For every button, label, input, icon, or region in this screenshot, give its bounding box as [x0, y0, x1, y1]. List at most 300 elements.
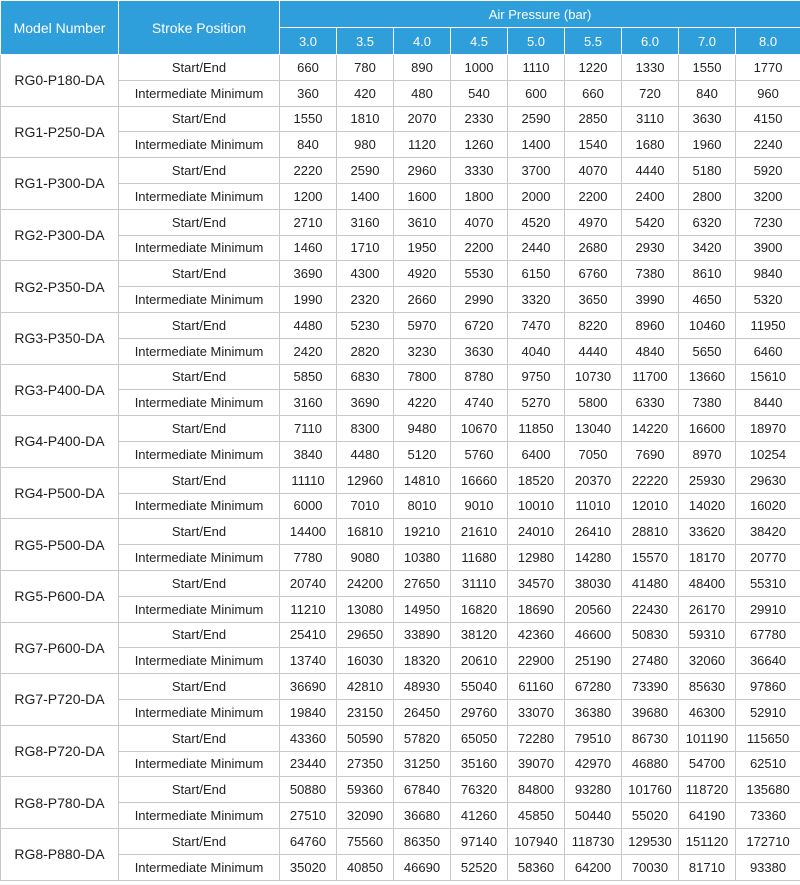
force-value-cell: 4970	[565, 209, 622, 235]
force-value-cell: 8440	[736, 390, 800, 416]
stroke-position-cell: Intermediate Minimum	[119, 441, 280, 467]
force-value-cell: 118730	[565, 828, 622, 854]
force-value-cell: 1400	[337, 183, 394, 209]
force-value-cell: 151120	[679, 828, 736, 854]
force-value-cell: 5650	[679, 338, 736, 364]
force-value-cell: 29760	[451, 699, 508, 725]
force-value-cell: 59310	[679, 622, 736, 648]
force-value-cell: 5920	[736, 158, 800, 184]
force-value-cell: 11850	[508, 416, 565, 442]
force-value-cell: 3230	[394, 338, 451, 364]
force-value-cell: 33070	[508, 699, 565, 725]
model-number-cell: RG7-P600-DA	[1, 622, 119, 674]
force-value-cell: 20770	[736, 545, 800, 571]
force-value-cell: 2320	[337, 287, 394, 313]
force-value-cell: 890	[394, 55, 451, 81]
force-value-cell: 840	[679, 80, 736, 106]
model-number-cell: RG5-P500-DA	[1, 519, 119, 571]
force-value-cell: 93280	[565, 777, 622, 803]
force-value-cell: 7050	[565, 441, 622, 467]
force-value-cell: 52910	[736, 699, 800, 725]
force-value-cell: 1550	[679, 55, 736, 81]
force-value-cell: 18320	[394, 648, 451, 674]
force-value-cell: 660	[565, 80, 622, 106]
force-value-cell: 85630	[679, 674, 736, 700]
force-value-cell: 25190	[565, 648, 622, 674]
force-value-cell: 52520	[451, 854, 508, 880]
force-value-cell: 4920	[394, 261, 451, 287]
force-value-cell: 2070	[394, 106, 451, 132]
force-value-cell: 45850	[508, 803, 565, 829]
force-value-cell: 54700	[679, 751, 736, 777]
force-value-cell: 20370	[565, 467, 622, 493]
model-number-cell: RG8-P780-DA	[1, 777, 119, 829]
air-pressure-header: Air Pressure (bar)	[280, 1, 800, 28]
force-value-cell: 5180	[679, 158, 736, 184]
force-value-cell: 16820	[451, 596, 508, 622]
force-value-cell: 20740	[280, 570, 337, 596]
stroke-position-cell: Intermediate Minimum	[119, 183, 280, 209]
force-value-cell: 1260	[451, 132, 508, 158]
force-value-cell: 38420	[736, 519, 800, 545]
force-value-cell: 41480	[622, 570, 679, 596]
stroke-position-cell: Intermediate Minimum	[119, 648, 280, 674]
force-value-cell: 22900	[508, 648, 565, 674]
force-value-cell: 26410	[565, 519, 622, 545]
force-value-cell: 22220	[622, 467, 679, 493]
stroke-position-cell: Start/End	[119, 261, 280, 287]
force-value-cell: 57820	[394, 725, 451, 751]
force-value-cell: 3700	[508, 158, 565, 184]
force-value-cell: 31110	[451, 570, 508, 596]
table-row	[1, 545, 800, 571]
force-value-cell: 2820	[337, 338, 394, 364]
force-value-cell: 50880	[280, 777, 337, 803]
force-value-cell: 12010	[622, 493, 679, 519]
force-value-cell: 14950	[394, 596, 451, 622]
force-value-cell: 2220	[280, 158, 337, 184]
force-value-cell: 19210	[394, 519, 451, 545]
force-value-cell: 11680	[451, 545, 508, 571]
force-value-cell: 8610	[679, 261, 736, 287]
force-value-cell: 3650	[565, 287, 622, 313]
force-value-cell: 1200	[280, 183, 337, 209]
table-row	[1, 261, 800, 287]
force-value-cell: 27350	[337, 751, 394, 777]
force-value-cell: 118720	[679, 777, 736, 803]
stroke-position-cell: Intermediate Minimum	[119, 235, 280, 261]
stroke-position-cell: Start/End	[119, 55, 280, 81]
force-value-cell: 38030	[565, 570, 622, 596]
table-row	[1, 235, 800, 261]
force-value-cell: 2440	[508, 235, 565, 261]
stroke-position-header: Stroke Position	[119, 1, 280, 55]
table-row	[1, 158, 800, 184]
force-value-cell: 3900	[736, 235, 800, 261]
force-value-cell: 11210	[280, 596, 337, 622]
force-value-cell: 2710	[280, 209, 337, 235]
force-value-cell: 14810	[394, 467, 451, 493]
force-value-cell: 46300	[679, 699, 736, 725]
force-value-cell: 16020	[736, 493, 800, 519]
force-value-cell: 7800	[394, 364, 451, 390]
force-value-cell: 5320	[736, 287, 800, 313]
force-value-cell: 19840	[280, 699, 337, 725]
force-value-cell: 7230	[736, 209, 800, 235]
force-value-cell: 8010	[394, 493, 451, 519]
force-value-cell: 18690	[508, 596, 565, 622]
force-value-cell: 3690	[280, 261, 337, 287]
force-value-cell: 1600	[394, 183, 451, 209]
force-value-cell: 3610	[394, 209, 451, 235]
force-value-cell: 6720	[451, 312, 508, 338]
stroke-position-cell: Start/End	[119, 416, 280, 442]
force-value-cell: 48930	[394, 674, 451, 700]
force-value-cell: 13740	[280, 648, 337, 674]
force-value-cell: 13080	[337, 596, 394, 622]
force-value-cell: 61160	[508, 674, 565, 700]
force-value-cell: 26450	[394, 699, 451, 725]
force-value-cell: 9480	[394, 416, 451, 442]
force-value-cell: 5230	[337, 312, 394, 338]
force-value-cell: 13660	[679, 364, 736, 390]
force-value-cell: 27480	[622, 648, 679, 674]
stroke-position-cell: Intermediate Minimum	[119, 803, 280, 829]
force-value-cell: 4740	[451, 390, 508, 416]
force-value-cell: 172710	[736, 828, 800, 854]
force-value-cell: 32090	[337, 803, 394, 829]
force-value-cell: 64190	[679, 803, 736, 829]
force-value-cell: 780	[337, 55, 394, 81]
force-value-cell: 7380	[622, 261, 679, 287]
table-row	[1, 183, 800, 209]
force-value-cell: 25930	[679, 467, 736, 493]
force-value-cell: 1800	[451, 183, 508, 209]
stroke-position-cell: Intermediate Minimum	[119, 596, 280, 622]
force-value-cell: 6320	[679, 209, 736, 235]
force-value-cell: 2200	[451, 235, 508, 261]
model-number-cell: RG1-P300-DA	[1, 158, 119, 210]
stroke-position-cell: Intermediate Minimum	[119, 338, 280, 364]
force-value-cell: 16600	[679, 416, 736, 442]
force-value-cell: 4480	[337, 441, 394, 467]
force-value-cell: 480	[394, 80, 451, 106]
stroke-position-cell: Start/End	[119, 570, 280, 596]
force-value-cell: 840	[280, 132, 337, 158]
force-value-cell: 10010	[508, 493, 565, 519]
force-value-cell: 7690	[622, 441, 679, 467]
force-value-cell: 9840	[736, 261, 800, 287]
force-value-cell: 2200	[565, 183, 622, 209]
stroke-position-cell: Start/End	[119, 209, 280, 235]
force-value-cell: 20560	[565, 596, 622, 622]
force-value-cell: 36380	[565, 699, 622, 725]
force-value-cell: 115650	[736, 725, 800, 751]
force-value-cell: 5760	[451, 441, 508, 467]
stroke-position-cell: Start/End	[119, 725, 280, 751]
force-value-cell: 67780	[736, 622, 800, 648]
force-value-cell: 14220	[622, 416, 679, 442]
force-value-cell: 2400	[622, 183, 679, 209]
force-value-cell: 135680	[736, 777, 800, 803]
force-value-cell: 42360	[508, 622, 565, 648]
force-value-cell: 2990	[451, 287, 508, 313]
force-value-cell: 20610	[451, 648, 508, 674]
force-value-cell: 64200	[565, 854, 622, 880]
force-value-cell: 25410	[280, 622, 337, 648]
force-value-cell: 42970	[565, 751, 622, 777]
table-row	[1, 828, 800, 854]
force-value-cell: 129530	[622, 828, 679, 854]
force-value-cell: 10254	[736, 441, 800, 467]
force-value-cell: 70030	[622, 854, 679, 880]
force-value-cell: 29630	[736, 467, 800, 493]
force-value-cell: 4150	[736, 106, 800, 132]
force-value-cell: 2850	[565, 106, 622, 132]
force-value-cell: 1550	[280, 106, 337, 132]
force-value-cell: 1950	[394, 235, 451, 261]
force-value-cell: 4480	[280, 312, 337, 338]
force-value-cell: 97140	[451, 828, 508, 854]
force-value-cell: 720	[622, 80, 679, 106]
stroke-position-cell: Intermediate Minimum	[119, 545, 280, 571]
table-row	[1, 854, 800, 880]
force-value-cell: 6830	[337, 364, 394, 390]
force-value-cell: 7380	[679, 390, 736, 416]
force-value-cell: 50830	[622, 622, 679, 648]
force-value-cell: 8220	[565, 312, 622, 338]
force-value-cell: 23440	[280, 751, 337, 777]
force-value-cell: 1960	[679, 132, 736, 158]
force-value-cell: 72280	[508, 725, 565, 751]
table-row	[1, 725, 800, 751]
force-value-cell: 67840	[394, 777, 451, 803]
force-value-cell: 40850	[337, 854, 394, 880]
force-value-cell: 28810	[622, 519, 679, 545]
model-number-cell: RG2-P350-DA	[1, 261, 119, 313]
force-value-cell: 1330	[622, 55, 679, 81]
force-value-cell: 5530	[451, 261, 508, 287]
force-value-cell: 2800	[679, 183, 736, 209]
force-value-cell: 9080	[337, 545, 394, 571]
stroke-position-cell: Intermediate Minimum	[119, 493, 280, 519]
force-value-cell: 16660	[451, 467, 508, 493]
force-value-cell: 5970	[394, 312, 451, 338]
table-row	[1, 312, 800, 338]
force-value-cell: 2420	[280, 338, 337, 364]
force-value-cell: 55040	[451, 674, 508, 700]
pressure-header-cell: 7.0	[679, 28, 736, 55]
force-value-cell: 6000	[280, 493, 337, 519]
stroke-position-cell: Start/End	[119, 828, 280, 854]
force-value-cell: 23150	[337, 699, 394, 725]
table-row	[1, 519, 800, 545]
force-value-cell: 10670	[451, 416, 508, 442]
force-value-cell: 360	[280, 80, 337, 106]
force-value-cell: 58360	[508, 854, 565, 880]
model-number-cell: RG4-P400-DA	[1, 416, 119, 468]
force-value-cell: 8970	[679, 441, 736, 467]
force-value-cell: 1990	[280, 287, 337, 313]
force-value-cell: 9010	[451, 493, 508, 519]
force-value-cell: 6150	[508, 261, 565, 287]
force-value-cell: 36690	[280, 674, 337, 700]
pressure-header-cell: 4.0	[394, 28, 451, 55]
force-value-cell: 3160	[337, 209, 394, 235]
table-row	[1, 441, 800, 467]
stroke-position-cell: Intermediate Minimum	[119, 80, 280, 106]
table-body	[1, 55, 800, 881]
stroke-position-cell: Intermediate Minimum	[119, 390, 280, 416]
force-value-cell: 5800	[565, 390, 622, 416]
force-value-cell: 32060	[679, 648, 736, 674]
force-value-cell: 65050	[451, 725, 508, 751]
force-value-cell: 7780	[280, 545, 337, 571]
force-value-cell: 1400	[508, 132, 565, 158]
force-value-cell: 46600	[565, 622, 622, 648]
stroke-position-cell: Start/End	[119, 106, 280, 132]
table-row	[1, 570, 800, 596]
force-value-cell: 3160	[280, 390, 337, 416]
force-value-cell: 9750	[508, 364, 565, 390]
pressure-header-cell: 8.0	[736, 28, 800, 55]
table-row	[1, 416, 800, 442]
force-value-cell: 3200	[736, 183, 800, 209]
force-value-cell: 29910	[736, 596, 800, 622]
force-value-cell: 4840	[622, 338, 679, 364]
force-value-cell: 64760	[280, 828, 337, 854]
force-value-cell: 1710	[337, 235, 394, 261]
force-value-cell: 3420	[679, 235, 736, 261]
table-row	[1, 338, 800, 364]
force-value-cell: 46880	[622, 751, 679, 777]
force-value-cell: 76320	[451, 777, 508, 803]
force-value-cell: 4440	[622, 158, 679, 184]
force-value-cell: 7470	[508, 312, 565, 338]
force-value-cell: 18520	[508, 467, 565, 493]
force-value-cell: 10380	[394, 545, 451, 571]
table-header	[1, 1, 800, 55]
table-row	[1, 364, 800, 390]
force-value-cell: 2590	[337, 158, 394, 184]
table-row	[1, 287, 800, 313]
force-value-cell: 107940	[508, 828, 565, 854]
force-value-cell: 11110	[280, 467, 337, 493]
force-value-cell: 3990	[622, 287, 679, 313]
force-value-cell: 1220	[565, 55, 622, 81]
force-value-cell: 5120	[394, 441, 451, 467]
force-value-cell: 34570	[508, 570, 565, 596]
force-value-cell: 36640	[736, 648, 800, 674]
force-value-cell: 5850	[280, 364, 337, 390]
stroke-position-cell: Start/End	[119, 674, 280, 700]
force-value-cell: 1680	[622, 132, 679, 158]
force-value-cell: 2590	[508, 106, 565, 132]
force-value-cell: 21610	[451, 519, 508, 545]
force-value-cell: 3690	[337, 390, 394, 416]
force-value-cell: 12980	[508, 545, 565, 571]
force-value-cell: 2000	[508, 183, 565, 209]
force-value-cell: 22430	[622, 596, 679, 622]
force-value-cell: 8780	[451, 364, 508, 390]
force-value-cell: 39070	[508, 751, 565, 777]
force-value-cell: 18970	[736, 416, 800, 442]
stroke-position-cell: Start/End	[119, 467, 280, 493]
force-value-cell: 15570	[622, 545, 679, 571]
force-value-cell: 420	[337, 80, 394, 106]
force-value-cell: 59360	[337, 777, 394, 803]
force-value-cell: 11010	[565, 493, 622, 519]
model-number-cell: RG3-P400-DA	[1, 364, 119, 416]
table-row	[1, 648, 800, 674]
force-value-cell: 79510	[565, 725, 622, 751]
force-value-cell: 1810	[337, 106, 394, 132]
force-value-cell: 55310	[736, 570, 800, 596]
table-row	[1, 390, 800, 416]
force-value-cell: 14020	[679, 493, 736, 519]
force-value-cell: 42810	[337, 674, 394, 700]
force-value-cell: 29650	[337, 622, 394, 648]
table-row	[1, 751, 800, 777]
force-value-cell: 62510	[736, 751, 800, 777]
force-value-cell: 46690	[394, 854, 451, 880]
force-value-cell: 36680	[394, 803, 451, 829]
force-value-cell: 8300	[337, 416, 394, 442]
table-row	[1, 80, 800, 106]
model-number-cell: RG4-P500-DA	[1, 467, 119, 519]
force-value-cell: 84800	[508, 777, 565, 803]
force-value-cell: 67280	[565, 674, 622, 700]
force-value-cell: 15610	[736, 364, 800, 390]
force-value-cell: 4220	[394, 390, 451, 416]
model-number-cell: RG7-P720-DA	[1, 674, 119, 726]
force-value-cell: 3630	[451, 338, 508, 364]
force-value-cell: 4070	[565, 158, 622, 184]
pressure-header-cell: 5.0	[508, 28, 565, 55]
force-value-cell: 600	[508, 80, 565, 106]
force-value-cell: 43360	[280, 725, 337, 751]
table-row	[1, 132, 800, 158]
force-value-cell: 75560	[337, 828, 394, 854]
force-value-cell: 73360	[736, 803, 800, 829]
force-value-cell: 10460	[679, 312, 736, 338]
force-value-cell: 39680	[622, 699, 679, 725]
table-row	[1, 777, 800, 803]
force-value-cell: 27650	[394, 570, 451, 596]
force-value-cell: 27510	[280, 803, 337, 829]
force-value-cell: 2960	[394, 158, 451, 184]
force-value-cell: 4520	[508, 209, 565, 235]
force-value-cell: 7110	[280, 416, 337, 442]
table-row	[1, 209, 800, 235]
model-number-cell: RG8-P720-DA	[1, 725, 119, 777]
force-value-cell: 960	[736, 80, 800, 106]
force-value-cell: 8960	[622, 312, 679, 338]
force-value-cell: 101190	[679, 725, 736, 751]
table-row	[1, 596, 800, 622]
force-value-cell: 38120	[451, 622, 508, 648]
force-value-cell: 50440	[565, 803, 622, 829]
stroke-position-cell: Start/End	[119, 519, 280, 545]
pressure-header-cell: 3.5	[337, 28, 394, 55]
force-value-cell: 11700	[622, 364, 679, 390]
force-value-cell: 33890	[394, 622, 451, 648]
force-value-cell: 41260	[451, 803, 508, 829]
force-value-cell: 3840	[280, 441, 337, 467]
force-value-cell: 97860	[736, 674, 800, 700]
force-value-cell: 11950	[736, 312, 800, 338]
force-value-cell: 48400	[679, 570, 736, 596]
